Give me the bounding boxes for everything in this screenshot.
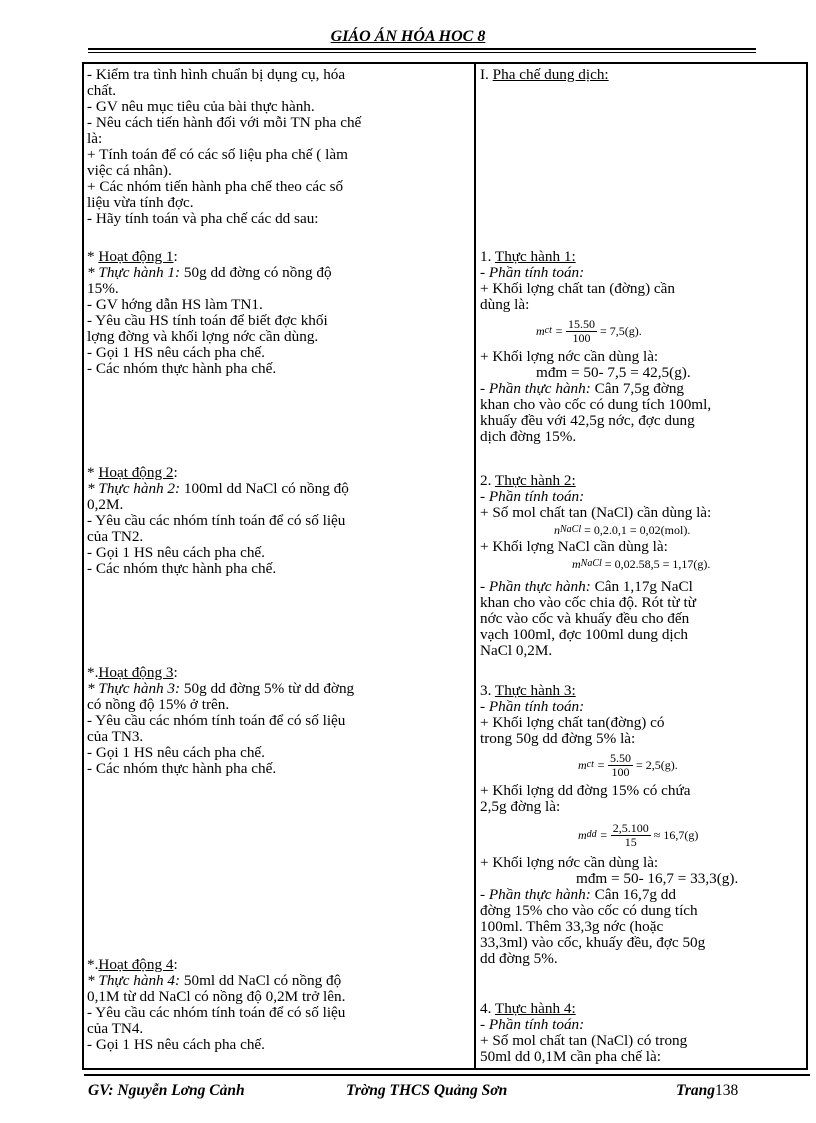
activity-4: *.Hoạt động 4: * Thực hành 4: 50ml dd NaCl có nồng độ 0,1M từ dd NaCl có nồng độ 0,2M trở lên. - Yêu cầu các nhóm tính toán để có số liệu của TN4. - Gọi 1 HS nêu cách pha chế. [87,956,346,1053]
practice-2: 2. Thực hành 2: - Phần tính toán: + Số mol chất tan (NaCl) cần dùng là: n NaCl = 0,2.0,1 = 0,02(mol). + Khối lợng NaCl cần dùng là: m NaCl = 0,02.58,5 = 1,17(g). - Phần thực hành: Cân 1,17g NaCl khan cho vào cốc chia độ. Rót từ từ nớc vào cốc và khuấy đều cho đến vạch 100ml, đợc 100ml dung dịch NaCl 0,2M. [480,473,804,659]
activity-3-title: Hoạt động 3 [98,664,174,681]
header-rule-thin [88,52,756,53]
intro-block: - Kiểm tra tình hình chuẩn bị dụng cụ, hóa chất. - GV nêu mục tiêu của bài thực hành. - Nêu cách tiến hành đối với mỗi TN pha chế là: + Tính toán để có các số liệu pha chế ( làm việc cá nhân). + Các nhóm tiến hành pha chế theo các số liệu vừa tính đợc. - Hãy tính toán và pha chế các dd sau: [87,66,362,227]
practice-3-title: Thực hành 3: [494,682,576,699]
activity-3: *.Hoạt động 3: * Thực hành 3: 50g dd đờng 5% từ dd đờng có nồng độ 15% ở trên. - Yêu cầu các nhóm tính toán để có số liệu của TN3. - Gọi 1 HS nêu cách pha chế. - Các nhóm thực hành pha chế. [87,664,355,777]
section-heading: I. Pha chế dung dịch: [480,66,609,83]
column-divider [474,62,476,1070]
formula-mass-solution-3: m dd = $\frac{2,5.100}{15}$ ≈ 16,7(g) [578,820,699,849]
formula-mass-nacl: m NaCl = 0,02.58,5 = 1,17(g). [572,557,711,571]
activity-1-title: Hoạt động 1 [98,248,174,265]
formula-mass-water-3: mđm = 50- 16,7 = 33,3(g). [576,870,739,887]
practice-4: 4. Thực hành 4: - Phần tính toán: + Số mol chất tan (NaCl) có trong 50ml dd 0,1M cần pha chế là: [480,1000,688,1065]
activity-2-title: Hoạt động 2 [98,464,174,481]
activity-4-title: Hoạt động 4 [98,956,174,973]
page-header [0,28,816,46]
practice-4-title: Thực hành 4: [494,1000,576,1017]
header-title: GIÁO ÁN HÓA HOC 8 [330,28,486,45]
footer-page: Trang138 [676,1082,739,1099]
header-rule [88,48,756,50]
formula-mass-solute-1: m ct = $\frac{15.50}{100}$ = 7,5(g). [536,316,642,345]
practice-3: 3. Thực hành 3: - Phần tính toán: + Khối lợng chất tan(đờng) có trong 50g dd đờng 5% là: m ct = $\frac{5.50}{100}$ = 2,5(g). + Khối lợng dd đờng 15% có chứa 2,5g đờng là: m dd = $\frac{2,5.100}{15}$ ≈ 16,7(g) + Khối lợng nớc cần dùng là: mđm = 50- 16,7 = 33,3(g). - Phần thực hành: Cân 16,7g dd đờng 15% cho vào cốc có dung tích 100ml. Thêm 33,3g nớc (hoặc 33,3ml) vào cốc, khuấy đều, đợc 50g dd đờng 5%. [480,683,804,967]
footer-rule [84,1074,810,1076]
formula-mass-solute-3: m ct = $\frac{5.50}{100}$ = 2,5(g). [578,750,678,779]
practice-1-title: Thực hành 1: [494,248,576,265]
activity-1: * Hoạt động 1: * Thực hành 1: 50g dd đờng có nồng độ 15%. - GV hớng dẫn HS làm TN1. - Yêu cầu HS tính toán để biết đợc khối lợng đờng và khối lợng nớc cần dùng. - Gọi 1 HS nêu cách pha chế. - Các nhóm thực hành pha chế. [87,248,332,377]
formula-mass-water-1: mđm = 50- 7,5 = 42,5(g). [536,364,691,381]
formula-mol-nacl: n NaCl = 0,2.0,1 = 0,02(mol). [554,523,691,537]
practice-2-title: Thực hành 2: [494,472,576,489]
practice-1: 1. Thực hành 1: - Phần tính toán: + Khối lợng chất tan (đờng) cần dùng là: m ct = $\frac{15.50}{100}$ = 7,5(g). + Khối lợng nớc cần dùng là: mđm = 50- 7,5 = 42,5(g). - Phần thực hành: Cân 7,5g đờng khan cho vào cốc có dung tích 100ml, khuấy đều với 42,5g nớc, đợc dung dịch đờng 15%. [480,249,804,445]
footer-school: Trờng THCS Quảng Sơn [346,1082,508,1099]
footer-teacher: GV: Nguyễn Lơng Cảnh [88,1082,245,1099]
activity-2: * Hoạt động 2: * Thực hành 2: 100ml dd NaCl có nồng độ 0,2M. - Yêu cầu các nhóm tính toán để có số liệu của TN2. - Gọi 1 HS nêu cách pha chế. - Các nhóm thực hành pha chế. [87,464,349,577]
